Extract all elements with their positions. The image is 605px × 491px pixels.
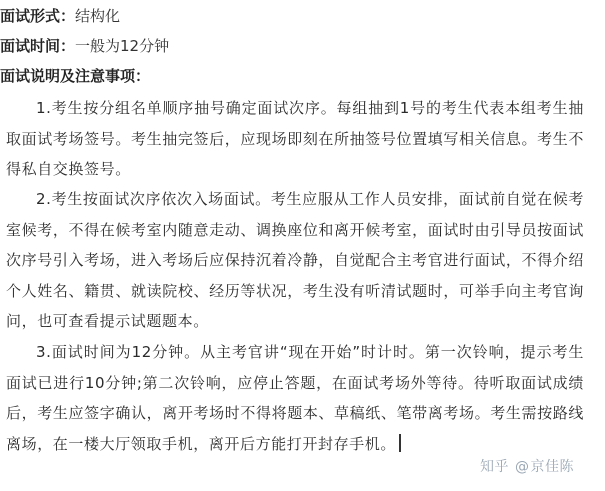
text-cursor (399, 434, 401, 452)
form-label: 面试形式： (0, 7, 76, 25)
watermark-author: 京佳陈 (530, 459, 574, 475)
zhihu-watermark (480, 457, 574, 477)
watermark-site: 知乎 (480, 459, 509, 475)
form-value: 结构化 (75, 7, 121, 25)
paragraph-3 (6, 337, 584, 459)
time-line (0, 36, 169, 56)
notes-title-line (0, 66, 150, 86)
notes-title: 面试说明及注意事项： (0, 67, 151, 85)
time-label: 面试时间： (0, 37, 76, 55)
watermark-at: @ (515, 459, 530, 475)
paragraph-3-text: 3.面试时间为12分钟。从主考官讲“现在开始”时计时。第一次铃响，提示考生面试已进行10分钟;第二次铃响，应停止答题，在面试考场外等待。待听取面试成绩后，考生应签字确认，离开考场时不得将题本、草稿纸、笔带离考场。考生需按路线离场，在一楼大厅领取手机，离开后方能打开封存手机。 (6, 343, 584, 453)
time-value: 一般为12分钟 (75, 37, 170, 55)
paragraph-1: 1.考生按分组名单顺序抽号确定面试次序。每组抽到1号的考生代表本组考生抽取面试考场签号。考生抽完签后，应现场即刻在所抽签号位置填写相关信息。考生不得私自交换签号。 (6, 99, 584, 178)
form-line (0, 6, 120, 26)
paragraph-2: 2.考生按面试次序依次入场面试。考生应服从工作人员安排，面试前自觉在候考室候考，不得在候考室内随意走动、调换座位和离开候考室，面试时由引导员按面试次序号引入考场，进入考场后应保持沉着冷静，自觉配合主考官进行面试，不得介绍个人姓名、籍贯、就读院校、经历等状况，考生没有听清试题时，可举手向主考官询问，也可查看提示试题题本。 (6, 190, 584, 330)
